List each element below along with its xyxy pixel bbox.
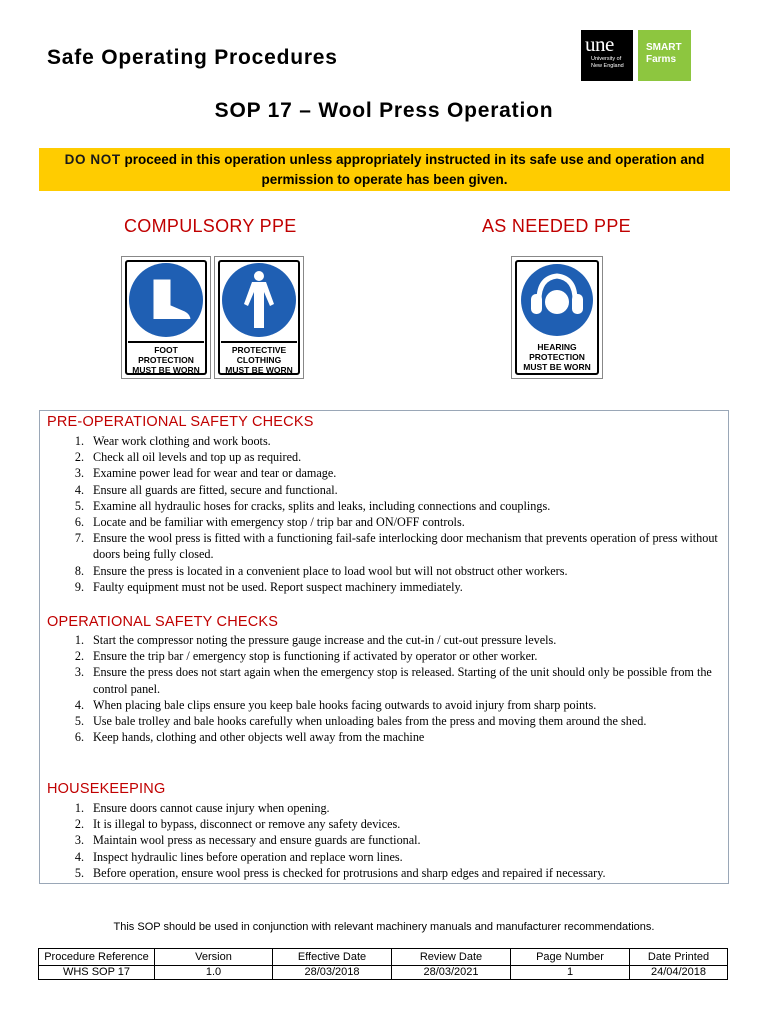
- list-item-text: Wear work clothing and work boots.: [93, 434, 271, 448]
- list-item: [68, 482, 718, 498]
- list-item: [68, 648, 718, 664]
- list-item-number: 1.: [74, 434, 84, 448]
- list-item: [68, 664, 718, 696]
- list-item-text: Ensure the press does not start again when the emergency stop is released. Starting of the unit should only be possible from the control panel.: [93, 665, 712, 696]
- list-item-number: 4.: [74, 482, 84, 497]
- clothing-sign-line1: PROTECTIVE: [231, 345, 287, 355]
- list-item: [68, 579, 718, 595]
- foot-sign-line3: MUST BE WORN: [132, 365, 200, 375]
- table-header-cell: Page Number: [511, 949, 630, 966]
- une-logo-subtext: University of New England: [591, 56, 624, 69]
- list-item: [68, 849, 718, 865]
- table-header-cell: Procedure Reference: [39, 949, 155, 966]
- list-item: [68, 632, 718, 648]
- table-cell: WHS SOP 17: [39, 966, 155, 980]
- list-item-number: 2.: [74, 450, 84, 465]
- list-item: [68, 865, 718, 881]
- list-item-text: Keep hands, clothing and other objects well away from the machine: [93, 730, 425, 745]
- table-header-cell: Review Date: [392, 949, 511, 966]
- list-item-text: Start the compressor noting the pressure gauge increase and the cut-in / cut-out pressure levels.: [93, 633, 557, 647]
- operational-heading: OPERATIONAL SAFETY CHECKS: [47, 614, 279, 630]
- table-header-cell: Version: [155, 949, 273, 966]
- clothing-sign-line3: MUST BE WORN: [225, 365, 293, 375]
- list-item-number: 1.: [74, 801, 84, 815]
- foot-sign-line2: PROTECTION: [138, 355, 194, 365]
- document-header-title: Safe Operating Procedures: [47, 46, 338, 69]
- list-item-number: 6.: [74, 515, 84, 530]
- table-cell: 24/04/2018: [630, 966, 728, 980]
- clothing-sign-line2: CLOTHING: [236, 355, 282, 365]
- list-item-number: 6.: [74, 730, 84, 745]
- list-item: [68, 800, 718, 816]
- warning-lead: DO NOT: [64, 152, 121, 167]
- coverall-icon: [222, 263, 296, 337]
- list-item-text: When placing bale clips ensure you keep bale hooks facing outwards to avoid injury from sharp points.: [93, 697, 597, 712]
- pre-operational-heading: PRE-OPERATIONAL SAFETY CHECKS: [47, 414, 314, 430]
- ear-muffs-icon: [521, 264, 593, 336]
- list-item-number: 8.: [74, 563, 84, 578]
- list-item-text: Check all oil levels and top up as required.: [93, 450, 302, 465]
- list-item-number: 3.: [74, 466, 84, 481]
- list-item: [68, 514, 718, 530]
- list-item: [68, 465, 718, 481]
- list-item-text: Maintain wool press as necessary and ensure guards are functional.: [93, 833, 421, 848]
- list-item-number: 1.: [74, 633, 84, 647]
- smart-farms-logo: [638, 30, 691, 81]
- housekeeping-heading: HOUSEKEEPING: [47, 781, 166, 797]
- hearing-protection-sign: [511, 256, 603, 379]
- list-item: [68, 498, 718, 514]
- list-item-number: 4.: [74, 849, 84, 864]
- list-item-number: 2.: [74, 649, 84, 664]
- list-item: [68, 449, 718, 465]
- as-needed-ppe-heading: AS NEEDED PPE: [482, 216, 631, 236]
- list-item-text: Ensure all guards are fitted, secure and functional.: [93, 482, 338, 497]
- warning-banner: [39, 148, 730, 191]
- smart-logo-line2: Farms: [646, 54, 677, 65]
- table-cell: 28/03/2018: [273, 966, 392, 980]
- list-item-number: 3.: [74, 833, 84, 848]
- document-control-table: [38, 948, 728, 980]
- hearing-sign-line3: MUST BE WORN: [523, 362, 591, 372]
- list-item-text: Inspect hydraulic lines before operation and replace worn lines.: [93, 849, 403, 864]
- footer-note: This SOP should be used in conjunction with relevant machinery manuals and manufacturer recommendations.: [113, 921, 655, 933]
- table-header-cell: Date Printed: [630, 949, 728, 966]
- table-cell: 28/03/2021: [392, 966, 511, 980]
- list-item-text: Locate and be familiar with emergency stop / trip bar and ON/OFF controls.: [93, 515, 465, 530]
- list-item-text: Ensure the trip bar / emergency stop is functioning if activated by operator or other worker.: [93, 649, 538, 664]
- list-item-text: Ensure the press is located in a convenient place to load wool but will not obstruct other workers.: [93, 563, 568, 578]
- boot-icon: [129, 263, 203, 337]
- protective-clothing-sign: [214, 256, 304, 379]
- list-item-text: Ensure doors cannot cause injury when opening.: [93, 801, 330, 815]
- compulsory-ppe-heading: COMPULSORY PPE: [124, 216, 297, 236]
- list-item-text: Examine all hydraulic hoses for cracks, splits and leaks, including connections and couplings.: [93, 498, 551, 513]
- list-item: [68, 563, 718, 579]
- table-row: [39, 966, 728, 980]
- une-logo: [581, 30, 633, 81]
- sop-title: SOP 17 – Wool Press Operation: [214, 99, 554, 122]
- list-item-number: 3.: [74, 665, 84, 680]
- list-item-text: Examine power lead for wear and tear or damage.: [93, 466, 337, 481]
- table-header-cell: Effective Date: [273, 949, 392, 966]
- hearing-sign-line1: HEARING: [537, 342, 577, 352]
- pre-operational-list: [68, 433, 718, 595]
- list-item: [68, 530, 718, 562]
- list-item: [68, 832, 718, 848]
- list-item: [68, 697, 718, 713]
- hearing-sign-line2: PROTECTION: [529, 352, 585, 362]
- table-header-row: [39, 949, 728, 966]
- list-item: [68, 433, 718, 449]
- list-item-text: It is illegal to bypass, disconnect or remove any safety devices.: [93, 817, 401, 832]
- list-item-text: Use bale trolley and bale hooks carefully when unloading bales from the press and moving them around the shed.: [93, 714, 647, 729]
- list-item-text: Before operation, ensure wool press is checked for protrusions and sharp edges and repaired if necessary.: [93, 865, 606, 880]
- list-item-number: 5.: [74, 865, 84, 880]
- operational-list: [68, 632, 718, 745]
- list-item-number: 9.: [74, 579, 84, 594]
- list-item: [68, 729, 718, 745]
- smart-logo-line1: SMART: [646, 42, 682, 53]
- une-logo-text: une: [585, 32, 614, 56]
- table-cell: 1.0: [155, 966, 273, 980]
- warning-text: proceed in this operation unless appropriately instructed in its safe use and operation and permission to operate has been given.: [120, 152, 705, 187]
- list-item-number: 5.: [74, 714, 84, 729]
- list-item-number: 4.: [74, 697, 84, 712]
- housekeeping-list: [68, 800, 718, 881]
- list-item-number: 7.: [74, 531, 84, 546]
- list-item-number: 5.: [74, 498, 84, 513]
- list-item: [68, 816, 718, 832]
- list-item: [68, 713, 718, 729]
- foot-protection-sign: [121, 256, 211, 379]
- foot-sign-line1: FOOT: [154, 345, 178, 355]
- table-cell: 1: [511, 966, 630, 980]
- list-item-number: 2.: [74, 817, 84, 832]
- list-item-text: Faulty equipment must not be used. Report suspect machinery immediately.: [93, 579, 463, 594]
- list-item-text: Ensure the wool press is fitted with a functioning fail-safe interlocking door mechanism that prevents operation of press without doors being fully closed.: [93, 531, 718, 562]
